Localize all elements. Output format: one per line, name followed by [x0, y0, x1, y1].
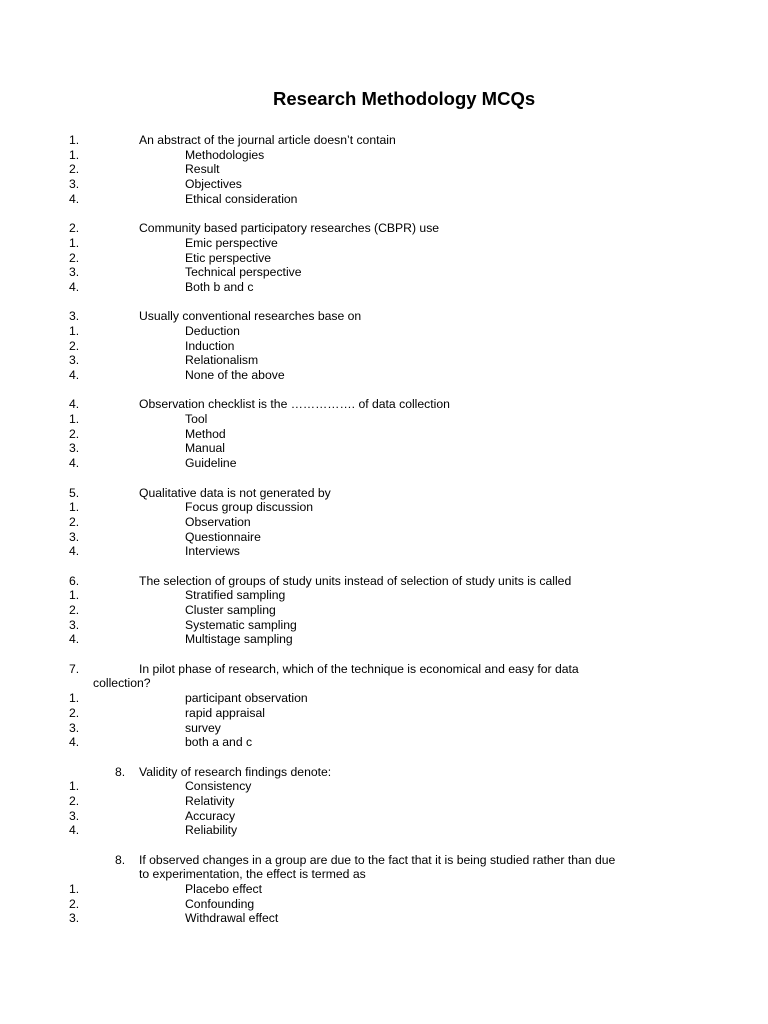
option-text: Ethical consideration [185, 191, 298, 206]
question [0, 765, 768, 838]
option-number: 3. [69, 177, 80, 192]
question-stem: Usually conventional researches base on [139, 309, 362, 324]
option-text: Reliability [185, 823, 238, 838]
option-text: Method [185, 426, 226, 441]
option [0, 412, 768, 427]
option [0, 280, 768, 295]
option-number: 4. [69, 456, 80, 471]
option [0, 809, 768, 824]
option-text: Emic perspective [185, 235, 278, 250]
question-stem-continued: to experimentation, the effect is termed as [139, 867, 366, 882]
option-number: 4. [69, 544, 80, 559]
option-text: both a and c [185, 735, 253, 750]
option-number: 4. [69, 823, 80, 838]
option-text: Multistage sampling [185, 632, 293, 647]
question-number: 7. [69, 661, 80, 676]
question-number: 1. [69, 133, 80, 147]
option-number: 1. [69, 779, 80, 794]
question-number: 8. [115, 764, 126, 779]
option [0, 603, 768, 618]
question-stem-line [0, 853, 768, 868]
option [0, 251, 768, 266]
option-text: Deduction [185, 323, 240, 338]
option-number: 1. [69, 500, 80, 515]
option-number: 4. [69, 191, 80, 206]
option-text: Methodologies [185, 147, 265, 162]
option-number: 2. [69, 793, 80, 808]
question-stem: Qualitative data is not generated by [139, 485, 331, 500]
question-stem: The selection of groups of study units instead of selection of study units is called [139, 573, 572, 588]
option [0, 721, 768, 736]
option [0, 368, 768, 383]
question-stem-continued: collection? [93, 676, 151, 691]
option [0, 339, 768, 354]
question-stem: Validity of research findings denote: [139, 764, 332, 779]
option-text: Confounding [185, 896, 255, 911]
option-number: 3. [69, 808, 80, 823]
option-number: 3. [69, 911, 80, 926]
option-number: 4. [69, 735, 80, 750]
option-number: 2. [69, 162, 80, 177]
option [0, 177, 768, 192]
question-stem-line [0, 221, 768, 236]
option-number: 4. [69, 279, 80, 294]
option-text: rapid appraisal [185, 705, 265, 720]
option [0, 353, 768, 368]
question-stem: Community based participatory researches (CBPR) use [139, 221, 440, 236]
option [0, 148, 768, 163]
option-number: 2. [69, 896, 80, 911]
question-list [0, 133, 768, 941]
option-number: 1. [69, 235, 80, 250]
option-text: Tool [185, 412, 208, 427]
option-number: 1. [69, 412, 80, 427]
question-stem-line [0, 397, 768, 412]
option-number: 3. [69, 441, 80, 456]
option [0, 265, 768, 280]
option [0, 324, 768, 339]
question-number: 6. [69, 573, 80, 588]
option [0, 427, 768, 442]
question-stem-continuation [0, 676, 768, 691]
option-text: Questionnaire [185, 529, 261, 544]
question-number: 2. [69, 221, 80, 236]
option [0, 735, 768, 750]
option-text: None of the above [185, 368, 285, 382]
option [0, 515, 768, 530]
option [0, 706, 768, 721]
question-stem-line [0, 133, 768, 148]
option [0, 588, 768, 603]
option-text: Relativity [185, 793, 235, 808]
option [0, 691, 768, 706]
option-number: 3. [69, 265, 80, 280]
option-number: 4. [69, 368, 80, 382]
question-stem-line [0, 662, 768, 677]
question [0, 309, 768, 382]
option [0, 530, 768, 545]
question [0, 853, 768, 926]
option-number: 1. [69, 147, 80, 162]
option [0, 779, 768, 794]
option-text: Interviews [185, 544, 240, 559]
option [0, 500, 768, 515]
question-stem: If observed changes in a group are due to the fact that it is being studied rather than due [139, 852, 616, 867]
option [0, 441, 768, 456]
option-number: 1. [69, 323, 80, 338]
option-number: 2. [69, 426, 80, 441]
question-number: 3. [69, 309, 80, 324]
option-number: 2. [69, 514, 80, 529]
option-text: Stratified sampling [185, 588, 286, 603]
option-text: Withdrawal effect [185, 911, 279, 926]
option-number: 1. [69, 691, 80, 706]
option-text: Relationalism [185, 353, 259, 368]
option-number: 1. [69, 588, 80, 603]
question-stem-line [0, 765, 768, 780]
option [0, 897, 768, 912]
option [0, 162, 768, 177]
option-text: Placebo effect [185, 882, 263, 897]
option [0, 192, 768, 207]
option [0, 823, 768, 838]
question-stem: Observation checklist is the ……………. of data collection [139, 397, 450, 412]
question-stem-continuation [0, 867, 768, 882]
option [0, 794, 768, 809]
question-stem: An abstract of the journal article doesn’t contain [139, 133, 396, 147]
option-text: Accuracy [185, 808, 236, 823]
question [0, 486, 768, 559]
page-title: Research Methodology MCQs [273, 88, 536, 109]
option-text: participant observation [185, 691, 308, 706]
option-text: survey [185, 720, 221, 735]
option-text: Observation [185, 514, 251, 529]
option [0, 544, 768, 559]
option-text: Focus group discussion [185, 500, 314, 515]
question-stem: In pilot phase of research, which of the technique is economical and easy for data [139, 661, 579, 676]
question [0, 221, 768, 294]
option-number: 3. [69, 617, 80, 632]
question-stem-line [0, 574, 768, 589]
option-text: Consistency [185, 779, 252, 794]
option-text: Both b and c [185, 279, 254, 294]
question-number: 5. [69, 485, 80, 500]
option-text: Systematic sampling [185, 617, 297, 632]
question [0, 133, 768, 206]
option [0, 911, 768, 926]
option-text: Induction [185, 338, 235, 353]
option [0, 236, 768, 251]
option-number: 4. [69, 632, 80, 647]
question [0, 662, 768, 750]
question-stem-line [0, 309, 768, 324]
option [0, 632, 768, 647]
option-text: Technical perspective [185, 265, 302, 280]
option-number: 2. [69, 250, 80, 265]
option-number: 2. [69, 338, 80, 353]
question-number: 8. [115, 852, 126, 867]
option-number: 2. [69, 603, 80, 617]
question [0, 397, 768, 470]
question-number: 4. [69, 397, 80, 412]
option [0, 882, 768, 897]
option-number: 1. [69, 882, 80, 897]
option-text: Etic perspective [185, 250, 272, 265]
option-text: Manual [185, 441, 225, 456]
question-stem-line [0, 486, 768, 501]
option [0, 456, 768, 471]
option-text: Objectives [185, 177, 242, 192]
option-number: 3. [69, 720, 80, 735]
option-number: 3. [69, 353, 80, 368]
question [0, 574, 768, 647]
option-number: 2. [69, 705, 80, 720]
option-text: Guideline [185, 456, 237, 471]
option-text: Cluster sampling [185, 603, 276, 617]
option [0, 618, 768, 633]
option-text: Result [185, 162, 220, 177]
option-number: 3. [69, 529, 80, 544]
